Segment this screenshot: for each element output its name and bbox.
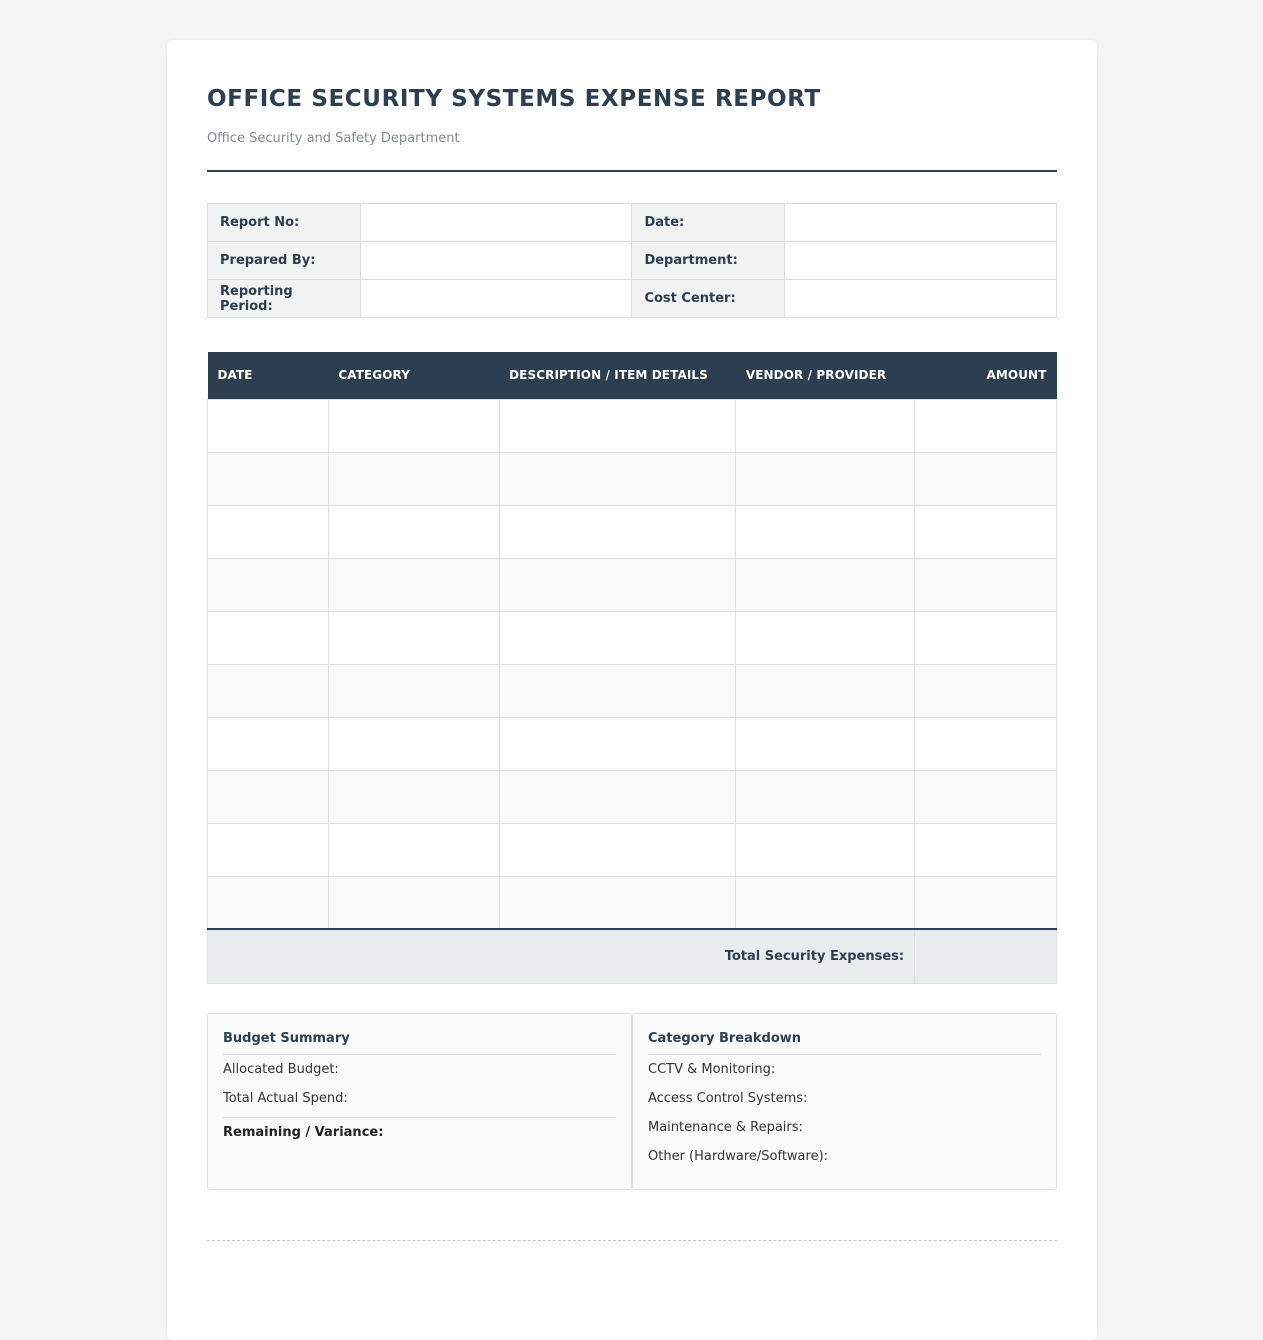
category-cell[interactable] xyxy=(328,399,499,452)
cost-center-field[interactable] xyxy=(785,280,1057,318)
category-item-other: Other (Hardware/Software): xyxy=(648,1149,829,1164)
date-cell[interactable] xyxy=(208,717,329,770)
category-item-access-control: Access Control Systems: xyxy=(648,1091,808,1106)
date-label: Date: xyxy=(632,204,785,242)
info-row xyxy=(208,204,1057,242)
description-cell[interactable] xyxy=(499,452,736,505)
table-row xyxy=(208,399,1057,452)
budget-summary-box xyxy=(207,1013,632,1190)
table-row xyxy=(208,558,1057,611)
description-cell[interactable] xyxy=(499,717,736,770)
table-row xyxy=(208,611,1057,664)
description-cell[interactable] xyxy=(499,823,736,876)
description-cell[interactable] xyxy=(499,399,736,452)
reporting-period-field[interactable] xyxy=(360,280,632,318)
table-row xyxy=(208,664,1057,717)
cost-center-label: Cost Center: xyxy=(632,280,785,318)
date-field[interactable] xyxy=(785,204,1057,242)
category-item-maintenance: Maintenance & Repairs: xyxy=(648,1120,803,1135)
description-cell[interactable] xyxy=(499,505,736,558)
description-cell[interactable] xyxy=(499,611,736,664)
category-cell[interactable] xyxy=(328,611,499,664)
date-cell[interactable] xyxy=(208,399,329,452)
vendor-cell[interactable] xyxy=(736,505,915,558)
report-no-field[interactable] xyxy=(360,204,632,242)
vendor-cell[interactable] xyxy=(736,558,915,611)
category-breakdown-box xyxy=(632,1013,1057,1190)
report-no-label: Report No: xyxy=(208,204,361,242)
report-subtitle: Office Security and Safety Department xyxy=(207,131,460,146)
table-row xyxy=(208,505,1057,558)
total-expenses-value[interactable] xyxy=(915,929,1057,983)
vendor-cell[interactable] xyxy=(736,823,915,876)
department-label: Department: xyxy=(632,242,785,280)
category-cell[interactable] xyxy=(328,770,499,823)
description-cell[interactable] xyxy=(499,558,736,611)
description-cell[interactable] xyxy=(499,770,736,823)
table-row xyxy=(208,452,1057,505)
allocated-budget-label: Allocated Budget: xyxy=(223,1062,339,1077)
description-cell[interactable] xyxy=(499,876,736,929)
column-header-vendor: VENDOR / PROVIDER xyxy=(736,352,915,399)
category-cell[interactable] xyxy=(328,505,499,558)
table-row xyxy=(208,823,1057,876)
report-info-table xyxy=(207,203,1057,318)
remaining-variance-label: Remaining / Variance: xyxy=(223,1125,384,1140)
date-cell[interactable] xyxy=(208,823,329,876)
prepared-by-label: Prepared By: xyxy=(208,242,361,280)
date-cell[interactable] xyxy=(208,876,329,929)
column-header-amount: AMOUNT xyxy=(915,352,1057,399)
date-cell[interactable] xyxy=(208,664,329,717)
vendor-cell[interactable] xyxy=(736,717,915,770)
expense-header-row xyxy=(208,352,1057,399)
report-page xyxy=(167,40,1097,1340)
footer-divider xyxy=(207,1240,1057,1241)
table-row xyxy=(208,876,1057,929)
table-row xyxy=(208,717,1057,770)
date-cell[interactable] xyxy=(208,558,329,611)
total-expenses-label: Total Security Expenses: xyxy=(208,929,915,983)
expense-table xyxy=(207,352,1057,984)
category-cell[interactable] xyxy=(328,876,499,929)
category-cell[interactable] xyxy=(328,823,499,876)
amount-cell[interactable] xyxy=(915,611,1057,664)
total-actual-spend-label: Total Actual Spend: xyxy=(223,1091,348,1106)
column-header-description: DESCRIPTION / ITEM DETAILS xyxy=(499,352,736,399)
category-cell[interactable] xyxy=(328,452,499,505)
info-row xyxy=(208,280,1057,318)
column-header-date: DATE xyxy=(208,352,329,399)
report-title: OFFICE SECURITY SYSTEMS EXPENSE REPORT xyxy=(207,86,821,112)
amount-cell[interactable] xyxy=(915,770,1057,823)
amount-cell[interactable] xyxy=(915,452,1057,505)
category-cell[interactable] xyxy=(328,558,499,611)
reporting-period-label: Reporting Period: xyxy=(208,280,361,318)
vendor-cell[interactable] xyxy=(736,399,915,452)
amount-cell[interactable] xyxy=(915,717,1057,770)
table-row xyxy=(208,770,1057,823)
date-cell[interactable] xyxy=(208,452,329,505)
category-item-cctv: CCTV & Monitoring: xyxy=(648,1062,776,1077)
amount-cell[interactable] xyxy=(915,399,1057,452)
total-row xyxy=(208,929,1057,983)
prepared-by-field[interactable] xyxy=(360,242,632,280)
amount-cell[interactable] xyxy=(915,505,1057,558)
date-cell[interactable] xyxy=(208,505,329,558)
vendor-cell[interactable] xyxy=(736,876,915,929)
category-breakdown-title: Category Breakdown xyxy=(648,1031,1041,1055)
amount-cell[interactable] xyxy=(915,664,1057,717)
category-cell[interactable] xyxy=(328,664,499,717)
info-row xyxy=(208,242,1057,280)
vendor-cell[interactable] xyxy=(736,770,915,823)
amount-cell[interactable] xyxy=(915,876,1057,929)
amount-cell[interactable] xyxy=(915,823,1057,876)
vendor-cell[interactable] xyxy=(736,452,915,505)
date-cell[interactable] xyxy=(208,770,329,823)
budget-summary-title: Budget Summary xyxy=(223,1031,616,1055)
amount-cell[interactable] xyxy=(915,558,1057,611)
vendor-cell[interactable] xyxy=(736,664,915,717)
department-field[interactable] xyxy=(785,242,1057,280)
category-cell[interactable] xyxy=(328,717,499,770)
description-cell[interactable] xyxy=(499,664,736,717)
column-header-category: CATEGORY xyxy=(328,352,499,399)
date-cell[interactable] xyxy=(208,611,329,664)
vendor-cell[interactable] xyxy=(736,611,915,664)
header-divider xyxy=(207,170,1057,172)
